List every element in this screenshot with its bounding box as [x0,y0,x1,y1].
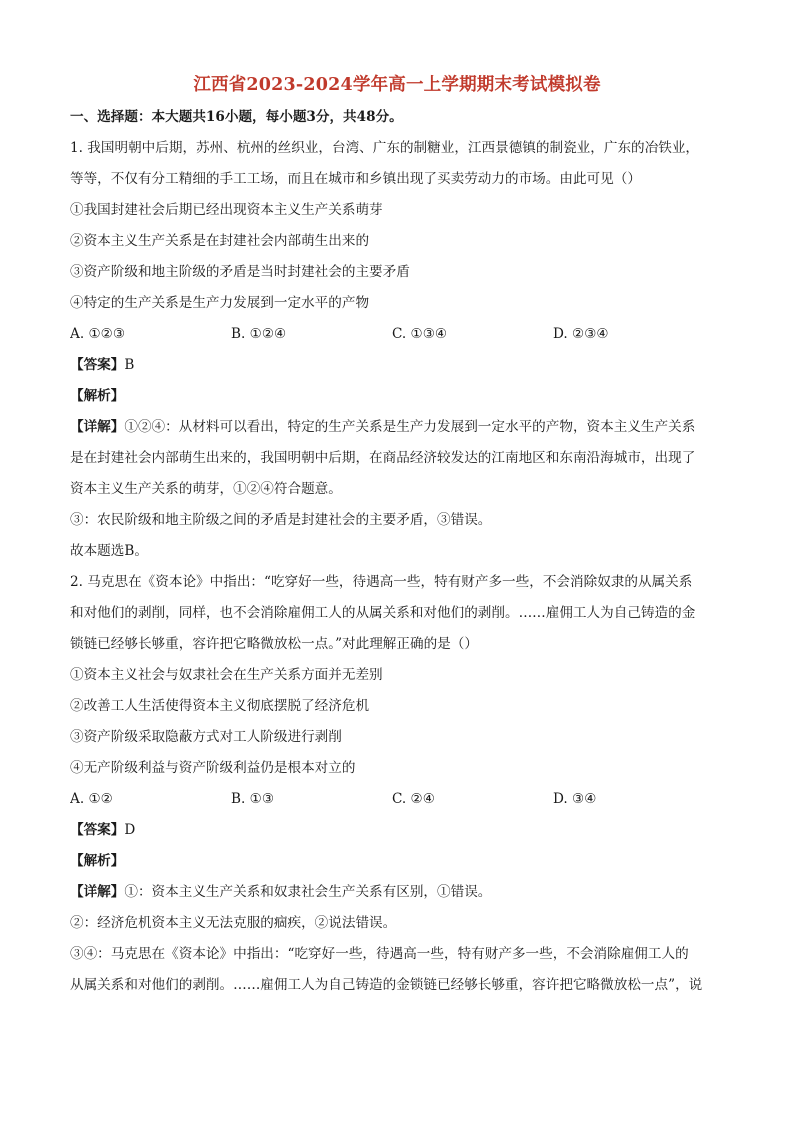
option-b: B. ①②④ [231,326,287,342]
detail-line: 是在封建社会内部萌生出来的，我国明朝中后期，在商品经济较发达的江南地区和东南沿海城市，出现了 [70,450,696,466]
answer-label: 【答案】 [70,822,125,838]
detail-line: ②：经济危机资本主义无法克服的痼疾，②说法错误。 [70,915,397,931]
answer-line [70,350,724,381]
detail-line: 故本题选B。 [70,543,148,559]
statement-item: ④无产阶级利益与资产阶级利益仍是根本对立的 [70,760,356,776]
statement-item: ②资本主义生产关系是在封建社会内部萌生出来的 [70,233,370,249]
option-b: B. ①③ [231,791,275,807]
question-stem-line: 1. 我国明朝中后期，苏州、杭州的丝织业，台湾、广东的制糖业，江西景德镇的制瓷业，广东的冶铁业， [70,140,700,156]
detail-line: 资本主义生产关系的萌芽，①②④符合题意。 [70,481,342,497]
statement-item: ④特定的生产关系是生产力发展到一定水平的产物 [70,295,370,311]
statement-item: ①资本主义社会与奴隶社会在生产关系方面并无差别 [70,667,383,683]
detail-text: ①②④：从材料可以看出，特定的生产关系是生产力发展到一定水平的产物，资本主义生产关系 [124,419,696,435]
detail-label: 【详解】 [70,884,125,900]
option-c: C. ②④ [392,791,435,807]
statement-item: ②改善工人生活使得资本主义彻底摆脱了经济危机 [70,698,370,714]
document-body [70,102,724,1001]
detail-line: ③：农民阶级和地主阶级之间的矛盾是封建社会的主要矛盾，③错误。 [70,512,492,528]
question-1 [70,133,724,567]
option-a: A. ①② [70,791,113,807]
option-a: A. ①②③ [70,326,126,342]
question-2 [70,567,724,1001]
answer-label: 【答案】 [70,357,125,373]
statement-item: ③资产阶级采取隐蔽方式对工人阶级进行剥削 [70,729,342,745]
answer-value: B [124,357,135,373]
question-stem-line: 等等，不仅有分工精细的手工工场，而且在城市和乡镇出现了买卖劳动力的市场。由此可见（） [70,171,641,187]
document-title: 江西省2023-2024学年高一上学期期末考试模拟卷 [193,75,601,95]
detail-text: ①：资本主义生产关系和奴隶社会生产关系有区别，①错误。 [124,884,492,900]
detail-line [70,412,724,443]
statement-item: ③资产阶级和地主阶级的矛盾是当时封建社会的主要矛盾 [70,264,410,280]
option-c: C. ①③④ [392,326,448,342]
detail-label: 【详解】 [70,419,125,435]
option-d: D. ③④ [553,791,597,807]
analysis-label: 【解析】 [70,853,125,869]
section-heading: 一、选择题：本大题共16小题，每小题3分，共48分。 [70,109,403,125]
detail-line [70,877,724,908]
option-d: D. ②③④ [553,326,609,342]
answer-value: D [124,822,136,838]
detail-line: 从属关系和对他们的剥削。……雇佣工人为自己铸造的金锁链已经够长够重，容许把它略微放松一点”，说 [70,977,703,993]
statement-item: ①我国封建社会后期已经出现资本主义生产关系萌芽 [70,202,383,218]
answer-options [70,319,724,350]
question-stem-line: 2. 马克思在《资本论》中指出：“吃穿好一些，待遇高一些，特有财产多一些，不会消除奴隶的从属关系 [70,574,693,590]
answer-options [70,784,724,815]
analysis-label: 【解析】 [70,388,125,404]
answer-line [70,815,724,846]
question-stem-line: 和对他们的剥削，同样，也不会消除雇佣工人的从属关系和对他们的剥削。……雇佣工人为自己铸造的金 [70,605,696,621]
question-stem-line: 锁链已经够长够重，容许把它略微放松一点。”对此理解正确的是（） [70,636,478,652]
detail-line: ③④：马克思在《资本论》中指出：“吃穿好一些，待遇高一些，特有财产多一些，不会消除雇佣工人的 [70,946,689,962]
